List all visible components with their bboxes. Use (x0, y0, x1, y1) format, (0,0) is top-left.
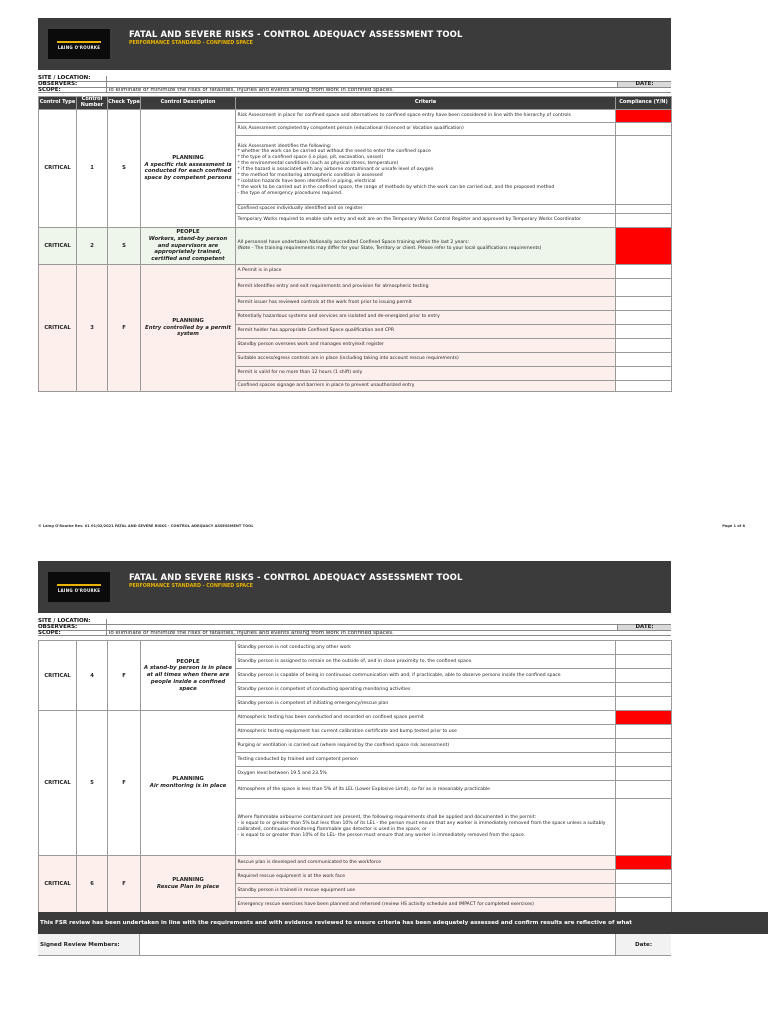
signoff-row (38, 934, 671, 956)
compliance-cell[interactable] (616, 669, 672, 683)
criteria-cell: Temporary Works required to enable safe entry and exit are on the Temporary Works Control Register and approved by Temporary Works Coordinator (236, 213, 616, 227)
company-logo: LAING O'ROURKE (48, 29, 110, 59)
header-control-number: Control Number (77, 97, 108, 110)
control-group-6 (39, 856, 672, 913)
compliance-cell[interactable] (616, 711, 672, 725)
control-group-1 (39, 110, 672, 228)
scope-label: SCOPE: (38, 87, 61, 93)
compliance-cell[interactable] (616, 136, 672, 205)
criteria-cell: Atmospheric testing has been conducted and recorded on confined space permit (236, 711, 616, 725)
header-control-description: Control Description (141, 97, 236, 110)
criteria-cell: Permit is valid for no more than 12 hours (1 shift) only (236, 366, 616, 380)
document-subtitle: PERFORMANCE STANDARD - CONFINED SPACE (129, 41, 253, 46)
compliance-cell[interactable] (616, 123, 672, 136)
criteria-cell: Standby person is trained in rescue equipment use (236, 884, 616, 898)
compliance-cell[interactable] (616, 856, 672, 870)
control-description-title: PLANNING (172, 154, 204, 161)
check-type-cell: F (108, 856, 141, 913)
control-group-3 (39, 264, 672, 391)
control-number-cell: 4 (77, 641, 108, 711)
compliance-cell[interactable] (616, 799, 672, 856)
compliance-cell[interactable] (616, 641, 672, 655)
signed-review-members-field[interactable] (140, 934, 615, 955)
compliance-cell[interactable] (616, 366, 672, 380)
site-location-field[interactable] (106, 619, 671, 624)
control-description-cell (141, 110, 236, 228)
criteria-cell: Permit holder has appropriate Confined Space qualification and CPR (236, 324, 616, 338)
criteria-cell: All personnel have undertaken Nationally accredited Confined Space training within the last 2 years: (Note - The training requirements may differ for your State, Territory or client. Please refer to your local qualifications requirements) (236, 227, 616, 264)
control-type-cell: CRITICAL (39, 227, 77, 264)
compliance-cell[interactable] (616, 110, 672, 123)
compliance-cell[interactable] (616, 227, 672, 264)
criteria-cell: Atmosphere of the space is less than 5% of its LEL (Lower Explosive Limit), so far as is reasonably practicable (236, 781, 616, 799)
compliance-cell[interactable] (616, 380, 672, 391)
compliance-cell[interactable] (616, 338, 672, 352)
compliance-cell[interactable] (616, 884, 672, 898)
document-subtitle: PERFORMANCE STANDARD - CONFINED SPACE (129, 584, 253, 589)
compliance-cell[interactable] (616, 264, 672, 278)
document-title: FATAL AND SEVERE RISKS - CONTROL ADEQUACY ASSESSMENT TOOL (129, 30, 463, 40)
criteria-cell: Standby person is assigned to remain on the outside of, and in close proximity to, the confined space. (236, 655, 616, 669)
criteria-cell: Oxygen level between 19.5 and 23.5% (236, 767, 616, 781)
table-row (39, 641, 672, 655)
page2-control-table (38, 640, 672, 913)
table-header-row (39, 97, 672, 110)
site-location-label: SITE / LOCATION: (38, 618, 91, 625)
compliance-cell[interactable] (616, 767, 672, 781)
table-row (39, 264, 672, 278)
control-type-cell: CRITICAL (39, 110, 77, 228)
criteria-cell: Confined spaces individually identified and on register (236, 205, 616, 214)
signoff-date-label: Date: (615, 934, 671, 955)
criteria-cell: A Permit is in place (236, 264, 616, 278)
compliance-cell[interactable] (616, 697, 672, 711)
compliance-cell[interactable] (616, 898, 672, 913)
criteria-cell: Risk Assessment identifies the following: * whether the work can be carried out without the need to enter the confined space * the type of a confined space (i.e pipe, pit, excavation, vessel) * the environmental conditions (such as physical stress, temperature) * if the hazard is associated with any airborne contaminant or unsafe level of oxygen * the method for monitoring atmospheric condition is assessed * isolation hazards have been identified i.e piping, electrical * the work to be carried out in the confined space, the range of methods by which the work can be carried out, and the proposed method - the type of emergency procedures required. (236, 136, 616, 205)
control-group-5 (39, 711, 672, 856)
compliance-cell[interactable] (616, 683, 672, 697)
control-type-cell: CRITICAL (39, 856, 77, 913)
criteria-cell: Permit identifies entry and exit requirements and provision for atmospheric testing (236, 278, 616, 296)
date-label: DATE: (617, 82, 671, 87)
page1-info-block (38, 76, 671, 93)
footer-left-text: © Laing O'Rourke Rev. 01 01/02/2021 FATAL AND SEVERE RISKS - CONTROL ADEQUACY ASSESSMENT TOOL (38, 524, 254, 528)
criteria-cell: Testing conducted by trained and competent person (236, 753, 616, 767)
page1-control-table (38, 96, 672, 392)
scope-text: To eliminate or minimize the risks of fatalities, injuries and events arising from work in confined spaces. (106, 631, 671, 636)
check-type-cell: F (108, 711, 141, 856)
criteria-cell: Standby person is competent of initiating emergency/rescue plan (236, 697, 616, 711)
compliance-cell[interactable] (616, 278, 672, 296)
site-location-label: SITE / LOCATION: (38, 75, 91, 82)
compliance-cell[interactable] (616, 739, 672, 753)
table-row (39, 856, 672, 870)
control-type-cell: CRITICAL (39, 711, 77, 856)
control-number-cell: 2 (77, 227, 108, 264)
header-compliance: Compliance (Y/N) (616, 97, 672, 110)
signed-review-members-label: Signed Review Members: (38, 934, 140, 955)
scope-text: To eliminate or minimize the risks of fatalities, injuries and events arising from work in confined spaces. (106, 88, 671, 93)
control-description-body: Air monitoring is in place (149, 783, 227, 789)
criteria-cell: Required rescue equipment is at the work face (236, 870, 616, 884)
control-type-cell: CRITICAL (39, 264, 77, 391)
compliance-cell[interactable] (616, 753, 672, 767)
compliance-cell[interactable] (616, 296, 672, 310)
table-row (39, 711, 672, 725)
criteria-cell: Atmospheric testing equipment has current calibration certificate and bump tested prior to use (236, 725, 616, 739)
criteria-cell: Risk Assessment completed by competent person (educational (licenced or Vocation qualification) (236, 123, 616, 136)
control-description-body: A stand-by person is in place at all times when there are people inside a confined space (143, 665, 233, 692)
check-type-cell: F (108, 264, 141, 391)
criteria-cell: Rescue plan is developed and communicated to the workforce (236, 856, 616, 870)
table-row (39, 227, 672, 264)
compliance-cell[interactable] (616, 205, 672, 214)
observers-field[interactable] (106, 625, 617, 630)
control-description-body: Workers, stand-by person and supervisors are appropriately trained, certified and competent (148, 235, 228, 262)
criteria-cell: Standby person oversees work and manages entry/exit register (236, 338, 616, 352)
page2-info-block (38, 619, 671, 636)
criteria-cell: Potentially hazardous systems and services are isolated and de-energized prior to entry (236, 310, 616, 324)
header-check-type: Check Type (108, 97, 141, 110)
compliance-cell[interactable] (616, 213, 672, 227)
control-description-title: PLANNING (172, 776, 204, 783)
page2-header-banner (38, 561, 671, 613)
control-type-cell: CRITICAL (39, 641, 77, 711)
compliance-cell[interactable] (616, 352, 672, 366)
observers-field[interactable] (106, 82, 617, 87)
control-description-body: Rescue Plan in place (156, 884, 220, 890)
criteria-cell: Purging or ventilation is carried out (where required by the confined space risk assessment) (236, 739, 616, 753)
criteria-cell: Standby person is competent of conducting operating monitoring activities (236, 683, 616, 697)
compliance-cell[interactable] (616, 310, 672, 324)
compliance-cell[interactable] (616, 324, 672, 338)
criteria-cell: Standby person is not conducting any other work (236, 641, 616, 655)
document-title: FATAL AND SEVERE RISKS - CONTROL ADEQUACY ASSESSMENT TOOL (129, 573, 463, 583)
control-description-cell (141, 264, 236, 391)
control-group-2 (39, 227, 672, 264)
check-type-cell: S (108, 110, 141, 228)
site-location-field[interactable] (106, 76, 671, 81)
control-description-cell (141, 711, 236, 856)
control-description-cell (141, 227, 236, 264)
check-type-cell: S (108, 227, 141, 264)
scope-label: SCOPE: (38, 630, 61, 636)
criteria-cell: Confined spaces signage and barriers in place to prevent unauthorized entry (236, 380, 616, 391)
control-number-cell: 3 (77, 264, 108, 391)
observers-label: OBSERVERS: (38, 81, 78, 88)
control-group-4 (39, 641, 672, 711)
compliance-cell[interactable] (616, 655, 672, 669)
header-control-type: Control Type (39, 97, 77, 110)
table-row (39, 110, 672, 123)
criteria-cell: Where flammable airbourne contaminant are present, the following requirements shall be applied and documented in the permit: - is equal to or greater than 5% but less than 10% of its LEL - the person must ensure that any worker is immediately removed from the space unless a suitably calibrated, continuous-monitoring flammable gas detector is used in the space; or - is equal to or greater than 10% of its LEL- the person must ensure that any worker is immediately removed from the space. (236, 799, 616, 856)
signoff-statement: This FSR review has been undertaken in line with the requirements and with evidence reviewed to ensure criteria has been adequately assessed and confirm results are reflective of what (38, 912, 768, 934)
compliance-cell[interactable] (616, 870, 672, 884)
header-criteria: Criteria (236, 97, 616, 110)
footer-page-number: Page 1 of 8 (722, 524, 745, 528)
compliance-cell[interactable] (616, 725, 672, 739)
control-description-title: PEOPLE (176, 229, 200, 235)
criteria-cell: Standby person is capable of being in continuous communication with and, if practicable, able to observe persons inside the confined space (236, 669, 616, 683)
compliance-cell[interactable] (616, 781, 672, 799)
criteria-cell: Emergency rescue exercises have been planned and rehersed (review HS activity schedule and IMPACT for completed exercises) (236, 898, 616, 913)
control-description-title: PEOPLE (176, 658, 200, 665)
control-description-cell (141, 856, 236, 913)
control-description-cell (141, 641, 236, 711)
control-description-title: PLANNING (172, 317, 204, 324)
observers-label: OBSERVERS: (38, 624, 78, 631)
date-label: DATE: (617, 625, 671, 630)
page1-header-banner (38, 18, 671, 70)
criteria-cell: Risk Assessment in place for confined space and alternatives to confined space entry have been considered in line with the hierarchy of controls (236, 110, 616, 123)
criteria-cell: Suitable access/egress controls are in place (including taking into account rescue requirements) (236, 352, 616, 366)
check-type-cell: F (108, 641, 141, 711)
control-description-title: PLANNING (172, 877, 204, 884)
control-description-body: A specific risk assessment is conducted for each confined space by competent persons (144, 161, 232, 182)
company-logo: LAING O'ROURKE (48, 572, 110, 602)
control-number-cell: 5 (77, 711, 108, 856)
criteria-cell: Permit issuer has reviewed controls at the work front prior to issuing permit (236, 296, 616, 310)
control-number-cell: 6 (77, 856, 108, 913)
control-number-cell: 1 (77, 110, 108, 228)
control-description-body: Entry controlled by a permit system (145, 324, 231, 338)
